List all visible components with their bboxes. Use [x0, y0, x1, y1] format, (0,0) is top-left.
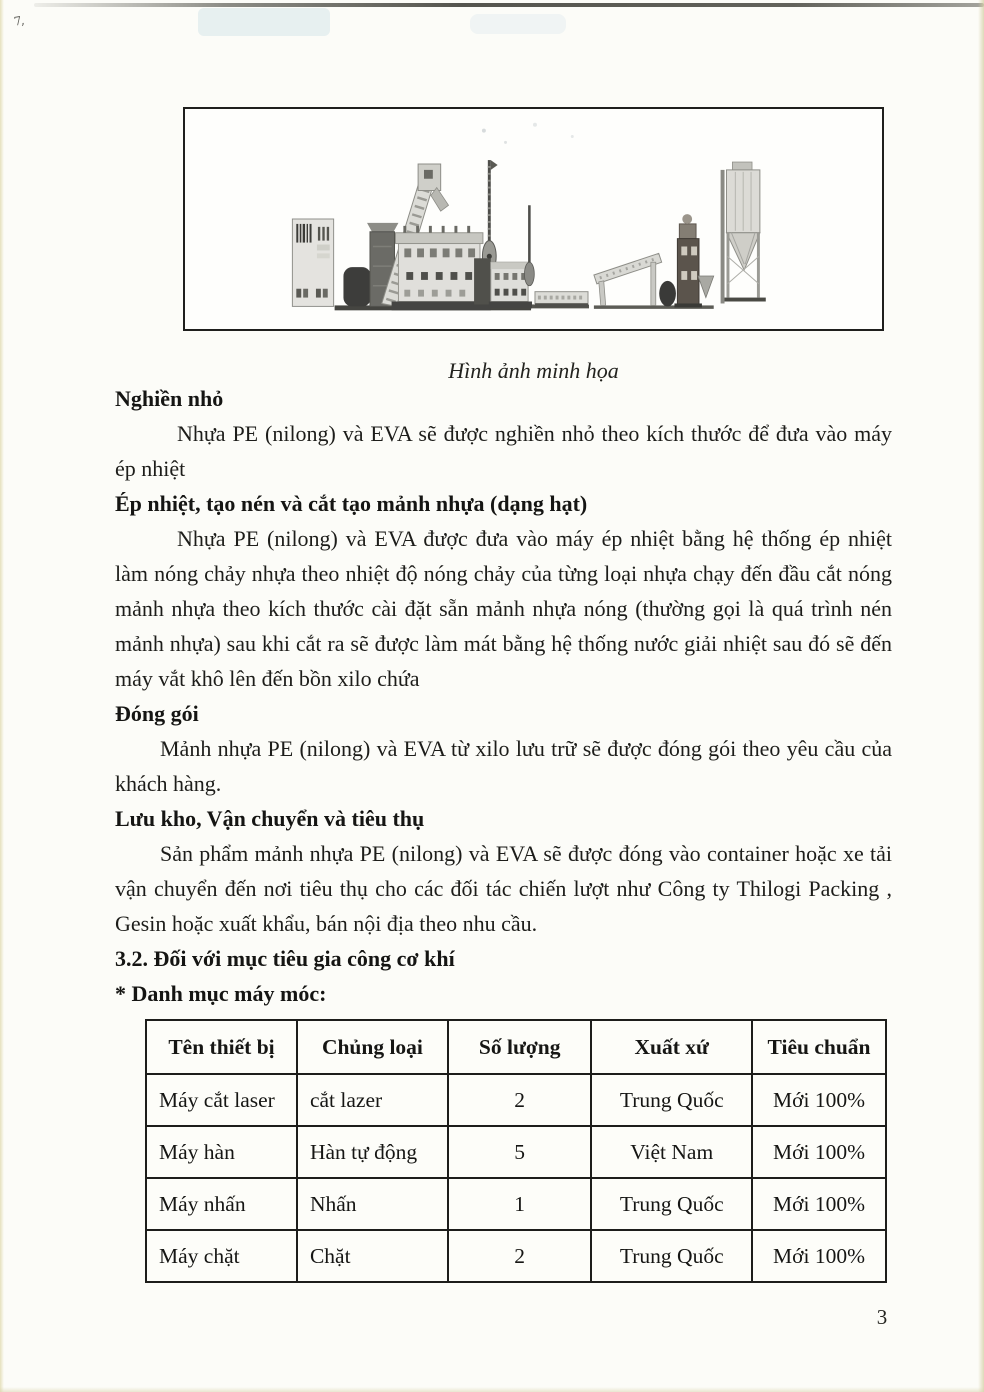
table-row — [146, 1126, 886, 1178]
storage-silo — [721, 162, 760, 303]
page-edge-shadow — [0, 0, 4, 1392]
table-cell: Mới 100% — [752, 1126, 886, 1178]
funnel — [698, 276, 714, 298]
section-paragraph: Sản phẩm mảnh nhựa PE (nilong) và EVA sẽ được đóng vào container hoặc xe tải vận chuyển đến nơi tiêu thụ cho các đối tác chiến lượt như Công ty Thilogi Packing , Gesin hoặc xuất khẩu, bán nội địa theo nhu cầu. — [115, 841, 892, 936]
table-cell: Máy nhấn — [146, 1178, 297, 1230]
table-header-row — [146, 1020, 886, 1074]
cutter-mast — [482, 160, 497, 272]
section-paragraph: Nhựa PE (nilong) và EVA được đưa vào máy ép nhiệt bằng hệ thống ép nhiệt làm nóng chảy nhựa theo nhiệt độ nóng chảy của từng loại nhựa chạy đến đầu cắt nóng mảnh nhựa theo kích thước cài đặt sẵn mảnh nhựa nóng (thường gọi là quá trình nén mảnh nhựa) sau khi cắt ra sẽ được làm mát bằng hệ thống nước giải nhiệt sau đó sẽ đến máy vắt khô lên đến bồn xilo chứa — [115, 526, 892, 691]
mixing-tower — [674, 214, 702, 307]
table-header-cell: Chủng loại — [297, 1020, 448, 1074]
table-cell: cắt lazer — [297, 1074, 448, 1126]
scan-smudge — [470, 14, 566, 34]
section-heading-luu-kho: Lưu kho, Vận chuyển và tiêu thụ — [115, 806, 425, 831]
table-cell: Máy cắt laser — [146, 1074, 297, 1126]
page-number: 3 — [876, 1305, 888, 1329]
table-cell: Trung Quốc — [591, 1230, 752, 1282]
table-header-cell: Tiêu chuẩn — [752, 1020, 886, 1074]
table-cell: 5 — [448, 1126, 592, 1178]
table-cell: Mới 100% — [752, 1178, 886, 1230]
table-cell: Nhấn — [297, 1178, 448, 1230]
dewatering-unit — [535, 292, 588, 308]
table-cell: 1 — [448, 1178, 592, 1230]
table-cell: Máy chặt — [146, 1230, 297, 1282]
table-cell: Mới 100% — [752, 1074, 886, 1126]
page-edge-shadow — [978, 0, 984, 1392]
table-cell: 2 — [448, 1074, 592, 1126]
table-header-cell: Xuất xứ — [591, 1020, 752, 1074]
table-cell: Trung Quốc — [591, 1074, 752, 1126]
section-paragraph: Nhựa PE (nilong) và EVA sẽ được nghiền nhỏ theo kích thước để đưa vào máy ép nhiệt — [115, 421, 892, 481]
blade-mast — [524, 205, 534, 286]
section-heading-dong-goi: Đóng gói — [115, 701, 199, 726]
table-cell: 2 — [448, 1230, 592, 1282]
production-line-illustration — [185, 109, 882, 329]
section-paragraph: Mảnh nhựa PE (nilong) và EVA từ xilo lưu trữ sẽ được đóng gói theo yêu cầu của khách hàng. — [115, 736, 892, 796]
scan-smudge — [198, 8, 330, 36]
support-pillar — [474, 258, 491, 304]
blower-tank — [659, 281, 676, 307]
table-cell: Chặt — [297, 1230, 448, 1282]
table-cell: Trung Quốc — [591, 1178, 752, 1230]
scan-corner-mark: 7, — [12, 13, 25, 29]
table-row — [146, 1230, 886, 1282]
machine-list-heading: * Danh mục máy móc: — [115, 981, 327, 1006]
control-cabinet — [292, 219, 333, 306]
scan-edge-line — [34, 3, 984, 7]
table-cell: Hàn tự động — [297, 1126, 448, 1178]
section-heading-ep-nhiet: Ép nhiệt, tạo nén và cắt tạo mảnh nhựa (dạng hạt) — [115, 491, 588, 516]
table-cell: Việt Nam — [591, 1126, 752, 1178]
table-cell: Mới 100% — [752, 1230, 886, 1282]
section-heading-nghien-nho: Nghiền nhỏ — [115, 386, 224, 411]
figure-caption: Hình ảnh minh họa — [448, 358, 619, 383]
table-cell: Máy hàn — [146, 1126, 297, 1178]
subsection-heading: 3.2. Đối với mục tiêu gia công cơ khí — [115, 946, 455, 971]
document-body — [115, 381, 892, 1011]
page-edge-shadow — [0, 1387, 984, 1392]
table-row — [146, 1178, 886, 1230]
discharge-conveyor — [594, 253, 662, 305]
motor-block — [343, 267, 371, 306]
table-header-cell: Số lượng — [448, 1020, 592, 1074]
table-header-cell: Tên thiết bị — [146, 1020, 297, 1074]
figure-frame — [183, 107, 884, 331]
machine-table — [145, 1019, 887, 1283]
table-row — [146, 1074, 886, 1126]
